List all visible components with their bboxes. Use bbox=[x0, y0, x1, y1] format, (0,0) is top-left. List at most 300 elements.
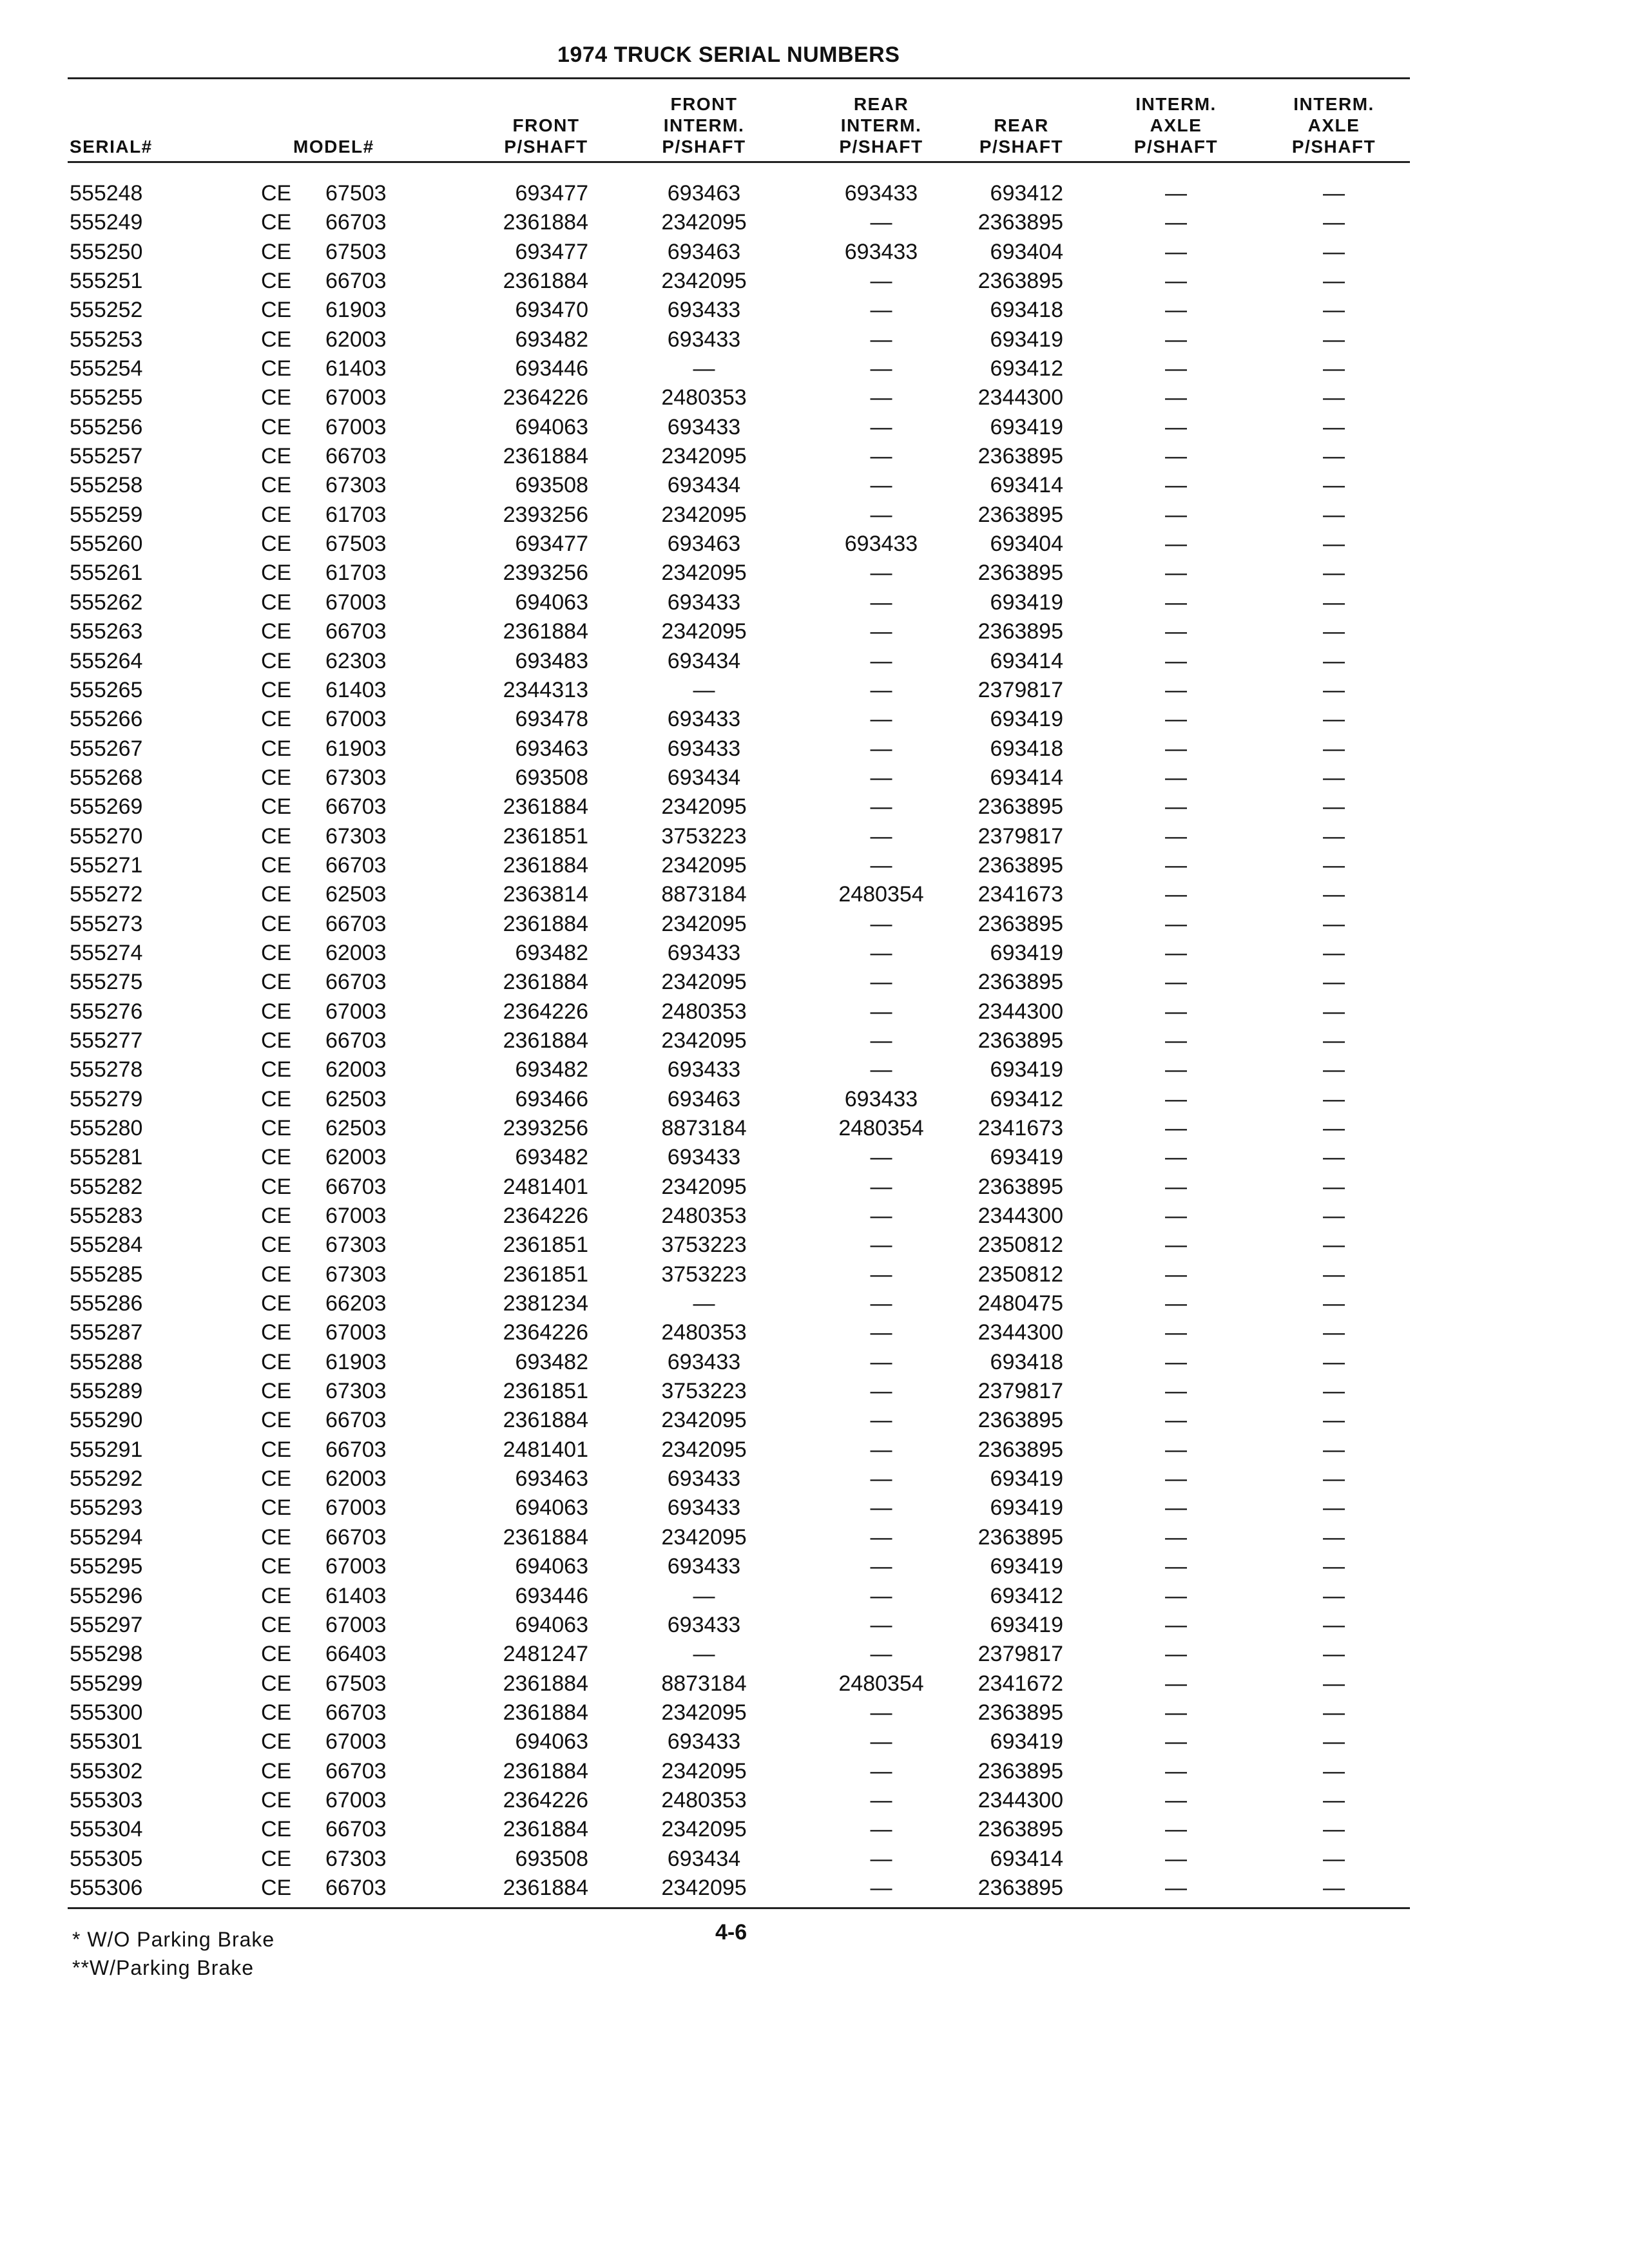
serial-cell: 555250 bbox=[70, 239, 143, 264]
front-interm-pshaft-cell: 2342095 bbox=[661, 1408, 747, 1433]
rear-pshaft-cell: 2363895 bbox=[978, 911, 1063, 936]
rear-pshaft-cell: 693419 bbox=[990, 1729, 1063, 1754]
interm-axle-pshaft-1-cell: — bbox=[1165, 1583, 1187, 1608]
front-interm-pshaft-cell: 693463 bbox=[667, 239, 741, 264]
front-interm-pshaft-cell: 693463 bbox=[667, 181, 741, 206]
model-prefix-cell: CE bbox=[261, 648, 292, 673]
rear-interm-pshaft-cell: — bbox=[870, 852, 892, 878]
front-pshaft-cell: 693508 bbox=[515, 765, 588, 790]
model-prefix-cell: CE bbox=[261, 999, 292, 1024]
rear-pshaft-cell: 2344300 bbox=[978, 1320, 1063, 1345]
serial-cell: 555253 bbox=[70, 327, 143, 352]
front-pshaft-cell: 2361884 bbox=[503, 1758, 588, 1783]
interm-axle-pshaft-2-cell: — bbox=[1323, 1758, 1345, 1783]
serial-cell: 555254 bbox=[70, 356, 143, 381]
rear-interm-pshaft-cell: — bbox=[870, 1758, 892, 1783]
table-row bbox=[0, 647, 1629, 676]
front-interm-pshaft-cell: 2342095 bbox=[661, 561, 747, 586]
rear-pshaft-cell: 2363895 bbox=[978, 1437, 1063, 1462]
front-pshaft-cell: 2361884 bbox=[503, 1028, 588, 1053]
model-number-cell: 66703 bbox=[325, 444, 387, 469]
model-number-cell: 66403 bbox=[325, 1642, 387, 1667]
interm-axle-pshaft-2-cell: — bbox=[1323, 940, 1345, 965]
header-line: REAR bbox=[994, 115, 1049, 135]
table-row bbox=[0, 793, 1629, 822]
rear-interm-pshaft-cell: 2480354 bbox=[838, 1116, 924, 1140]
serial-cell: 555277 bbox=[70, 1028, 143, 1053]
rear-pshaft-cell: 693419 bbox=[990, 707, 1063, 732]
table-row bbox=[0, 238, 1629, 267]
front-pshaft-cell: 693482 bbox=[515, 1057, 588, 1082]
table-row bbox=[0, 1436, 1629, 1465]
header-model-label: MODEL# bbox=[293, 137, 374, 157]
model-prefix-cell: CE bbox=[261, 1612, 292, 1637]
model-number-cell: 61703 bbox=[325, 502, 387, 527]
interm-axle-pshaft-2-cell: — bbox=[1323, 677, 1345, 702]
table-row bbox=[0, 1669, 1629, 1698]
rear-interm-pshaft-cell: — bbox=[870, 970, 892, 995]
table-row bbox=[0, 1611, 1629, 1640]
model-number-cell: 62003 bbox=[325, 327, 387, 352]
interm-axle-pshaft-1-cell: — bbox=[1165, 677, 1187, 702]
interm-axle-pshaft-1-cell: — bbox=[1165, 327, 1187, 352]
model-number-cell: 67003 bbox=[325, 707, 387, 732]
table-row bbox=[0, 880, 1629, 909]
rear-pshaft-cell: 2363895 bbox=[978, 561, 1063, 586]
table-row bbox=[0, 588, 1629, 617]
front-interm-pshaft-cell: 693433 bbox=[667, 1466, 741, 1492]
rear-pshaft-cell: 693412 bbox=[990, 356, 1063, 381]
model-number-cell: 67503 bbox=[325, 532, 387, 557]
front-pshaft-cell: 2481401 bbox=[503, 1437, 588, 1462]
serial-cell: 555293 bbox=[70, 1495, 143, 1521]
front-interm-pshaft-cell: 2342095 bbox=[661, 1524, 747, 1550]
rear-pshaft-cell: 2363895 bbox=[978, 1028, 1063, 1053]
table-row bbox=[0, 676, 1629, 705]
table-row bbox=[0, 1815, 1629, 1844]
rear-interm-pshaft-cell: — bbox=[870, 1379, 892, 1404]
front-pshaft-cell: 693446 bbox=[515, 1583, 588, 1608]
header-line: INTERM. bbox=[1293, 94, 1374, 114]
interm-axle-pshaft-2-cell: — bbox=[1323, 1349, 1345, 1374]
table-row bbox=[0, 1494, 1629, 1523]
interm-axle-pshaft-2-cell: — bbox=[1323, 1466, 1345, 1492]
front-pshaft-cell: 2361884 bbox=[503, 1875, 588, 1900]
model-prefix-cell: CE bbox=[261, 940, 292, 965]
rear-pshaft-cell: 2363895 bbox=[978, 269, 1063, 294]
interm-axle-pshaft-1-cell: — bbox=[1165, 1554, 1187, 1579]
interm-axle-pshaft-2-cell: — bbox=[1323, 736, 1345, 761]
model-number-cell: 66703 bbox=[325, 1758, 387, 1783]
rear-interm-pshaft-cell: — bbox=[870, 590, 892, 615]
table-row bbox=[0, 968, 1629, 997]
model-number-cell: 66703 bbox=[325, 911, 387, 936]
interm-axle-pshaft-1-cell: — bbox=[1165, 1612, 1187, 1637]
rear-pshaft-cell: 2480475 bbox=[978, 1291, 1063, 1316]
model-number-cell: 66703 bbox=[325, 269, 387, 294]
table-row bbox=[0, 1786, 1629, 1815]
model-number-cell: 67003 bbox=[325, 1787, 387, 1812]
interm-axle-pshaft-1-cell: — bbox=[1165, 532, 1187, 557]
interm-axle-pshaft-1-cell: — bbox=[1165, 736, 1187, 761]
front-interm-pshaft-cell: 2342095 bbox=[661, 444, 747, 469]
header-line: P/SHAFT bbox=[662, 137, 746, 157]
rear-interm-pshaft-cell: — bbox=[870, 1612, 892, 1637]
model-number-cell: 67003 bbox=[325, 1320, 387, 1345]
rear-interm-pshaft-cell: — bbox=[870, 823, 892, 849]
front-interm-pshaft-cell: 2342095 bbox=[661, 970, 747, 995]
rear-interm-pshaft-cell: 693433 bbox=[844, 1086, 918, 1111]
interm-axle-pshaft-1-cell: — bbox=[1165, 1524, 1187, 1550]
rear-pshaft-cell: 693414 bbox=[990, 473, 1063, 498]
model-prefix-cell: CE bbox=[261, 765, 292, 790]
model-prefix-cell: CE bbox=[261, 1729, 292, 1754]
rear-pshaft-cell: 2363895 bbox=[978, 1700, 1063, 1725]
interm-axle-pshaft-2-cell: — bbox=[1323, 1787, 1345, 1812]
interm-axle-pshaft-2-cell: — bbox=[1323, 765, 1345, 790]
front-interm-pshaft-cell: 2480353 bbox=[661, 1787, 747, 1812]
front-interm-pshaft-cell: 693433 bbox=[667, 1495, 741, 1521]
serial-cell: 555285 bbox=[70, 1262, 143, 1287]
front-interm-pshaft-cell: 3753223 bbox=[661, 1379, 747, 1404]
serial-cell: 555297 bbox=[70, 1612, 143, 1637]
model-prefix-cell: CE bbox=[261, 269, 292, 294]
interm-axle-pshaft-1-cell: — bbox=[1165, 385, 1187, 410]
table-row bbox=[0, 1085, 1629, 1114]
front-interm-pshaft-cell: 2480353 bbox=[661, 1320, 747, 1345]
bottom-rule bbox=[68, 1907, 1410, 1909]
interm-axle-pshaft-1-cell: — bbox=[1165, 1057, 1187, 1082]
serial-cell: 555264 bbox=[70, 648, 143, 673]
serial-cell: 555274 bbox=[70, 940, 143, 965]
front-pshaft-cell: 693446 bbox=[515, 356, 588, 381]
model-prefix-cell: CE bbox=[261, 385, 292, 410]
model-prefix-cell: CE bbox=[261, 852, 292, 878]
model-number-cell: 67503 bbox=[325, 181, 387, 206]
model-number-cell: 67303 bbox=[325, 765, 387, 790]
rear-pshaft-cell: 2379817 bbox=[978, 1379, 1063, 1404]
front-pshaft-cell: 2393256 bbox=[503, 502, 588, 527]
interm-axle-pshaft-2-cell: — bbox=[1323, 970, 1345, 995]
interm-axle-pshaft-2-cell: — bbox=[1323, 1145, 1345, 1170]
table-row bbox=[0, 851, 1629, 880]
serial-cell: 555286 bbox=[70, 1291, 143, 1316]
model-prefix-cell: CE bbox=[261, 1379, 292, 1404]
rear-pshaft-cell: 2363895 bbox=[978, 1875, 1063, 1900]
interm-axle-pshaft-1-cell: — bbox=[1165, 181, 1187, 206]
model-prefix-cell: CE bbox=[261, 1174, 292, 1199]
model-prefix-cell: CE bbox=[261, 1349, 292, 1374]
interm-axle-pshaft-1-cell: — bbox=[1165, 1320, 1187, 1345]
rear-pshaft-cell: 693419 bbox=[990, 1554, 1063, 1579]
interm-axle-pshaft-1-cell: — bbox=[1165, 1174, 1187, 1199]
model-prefix-cell: CE bbox=[261, 1671, 292, 1696]
rear-pshaft-cell: 2379817 bbox=[978, 677, 1063, 702]
serial-cell: 555258 bbox=[70, 473, 143, 498]
front-interm-pshaft-cell: 693433 bbox=[667, 590, 741, 615]
table-row bbox=[0, 325, 1629, 354]
front-pshaft-cell: 2361884 bbox=[503, 911, 588, 936]
model-number-cell: 66703 bbox=[325, 1700, 387, 1725]
rear-pshaft-cell: 2344300 bbox=[978, 999, 1063, 1024]
model-number-cell: 67003 bbox=[325, 1204, 387, 1229]
front-pshaft-cell: 693508 bbox=[515, 473, 588, 498]
front-interm-pshaft-cell: 693433 bbox=[667, 327, 741, 352]
interm-axle-pshaft-1-cell: — bbox=[1165, 1349, 1187, 1374]
table-row bbox=[0, 1348, 1629, 1377]
rear-interm-pshaft-cell: — bbox=[870, 1408, 892, 1433]
rear-interm-pshaft-cell: — bbox=[870, 1642, 892, 1667]
rear-interm-pshaft-cell: — bbox=[870, 1729, 892, 1754]
serial-cell: 555255 bbox=[70, 385, 143, 410]
rear-pshaft-cell: 2344300 bbox=[978, 385, 1063, 410]
table-row bbox=[0, 1260, 1629, 1289]
rear-pshaft-cell: 693412 bbox=[990, 1583, 1063, 1608]
table-row bbox=[0, 1874, 1629, 1903]
front-interm-pshaft-cell: 8873184 bbox=[661, 1671, 747, 1696]
interm-axle-pshaft-1-cell: — bbox=[1165, 269, 1187, 294]
table-row bbox=[0, 997, 1629, 1026]
serial-cell: 555269 bbox=[70, 794, 143, 820]
model-prefix-cell: CE bbox=[261, 1466, 292, 1492]
rear-pshaft-cell: 2341673 bbox=[978, 1116, 1063, 1140]
rear-pshaft-cell: 2341673 bbox=[978, 882, 1063, 907]
rear-interm-pshaft-cell: — bbox=[870, 561, 892, 586]
model-number-cell: 61403 bbox=[325, 356, 387, 381]
serial-cell: 555272 bbox=[70, 882, 143, 907]
model-prefix-cell: CE bbox=[261, 1495, 292, 1521]
front-interm-pshaft-cell: 3753223 bbox=[661, 823, 747, 849]
front-pshaft-cell: 2361851 bbox=[503, 1233, 588, 1258]
model-prefix-cell: CE bbox=[261, 1437, 292, 1462]
interm-axle-pshaft-1-cell: — bbox=[1165, 561, 1187, 586]
model-number-cell: 61903 bbox=[325, 736, 387, 761]
front-interm-pshaft-cell: 693434 bbox=[667, 765, 741, 790]
interm-axle-pshaft-2-cell: — bbox=[1323, 823, 1345, 849]
front-interm-pshaft-cell: — bbox=[693, 356, 715, 381]
front-pshaft-cell: 2361884 bbox=[503, 210, 588, 235]
model-prefix-cell: CE bbox=[261, 1408, 292, 1433]
table-row bbox=[0, 822, 1629, 851]
rear-pshaft-cell: 2363895 bbox=[978, 444, 1063, 469]
model-number-cell: 67303 bbox=[325, 1379, 387, 1404]
model-number-cell: 67303 bbox=[325, 473, 387, 498]
interm-axle-pshaft-1-cell: — bbox=[1165, 1145, 1187, 1170]
interm-axle-pshaft-2-cell: — bbox=[1323, 444, 1345, 469]
rear-pshaft-cell: 693418 bbox=[990, 736, 1063, 761]
interm-axle-pshaft-1-cell: — bbox=[1165, 502, 1187, 527]
model-prefix-cell: CE bbox=[261, 1583, 292, 1608]
serial-cell: 555249 bbox=[70, 210, 143, 235]
interm-axle-pshaft-1-cell: — bbox=[1165, 940, 1187, 965]
rear-interm-pshaft-cell: — bbox=[870, 269, 892, 294]
rear-interm-pshaft-cell: 693433 bbox=[844, 239, 918, 264]
serial-cell: 555304 bbox=[70, 1817, 143, 1842]
rear-pshaft-cell: 693419 bbox=[990, 940, 1063, 965]
table-row bbox=[0, 413, 1629, 442]
serial-cell: 555259 bbox=[70, 502, 143, 527]
interm-axle-pshaft-2-cell: — bbox=[1323, 882, 1345, 907]
table-row bbox=[0, 1173, 1629, 1202]
rear-pshaft-cell: 2379817 bbox=[978, 1642, 1063, 1667]
table-row bbox=[0, 559, 1629, 588]
serial-cell: 555306 bbox=[70, 1875, 143, 1900]
front-pshaft-cell: 2364226 bbox=[503, 999, 588, 1024]
interm-axle-pshaft-2-cell: — bbox=[1323, 1846, 1345, 1871]
model-prefix-cell: CE bbox=[261, 1875, 292, 1900]
rear-interm-pshaft-cell: — bbox=[870, 1787, 892, 1812]
model-prefix-cell: CE bbox=[261, 882, 292, 907]
front-interm-pshaft-cell: — bbox=[693, 1291, 715, 1316]
table-row bbox=[0, 1318, 1629, 1347]
front-pshaft-cell: 693482 bbox=[515, 1349, 588, 1374]
model-number-cell: 62003 bbox=[325, 940, 387, 965]
serial-cell: 555278 bbox=[70, 1057, 143, 1082]
serial-cell: 555305 bbox=[70, 1846, 143, 1871]
model-number-cell: 66703 bbox=[325, 1408, 387, 1433]
rear-pshaft-cell: 693419 bbox=[990, 1466, 1063, 1492]
interm-axle-pshaft-2-cell: — bbox=[1323, 181, 1345, 206]
header-line: P/SHAFT bbox=[1291, 137, 1376, 157]
model-number-cell: 67003 bbox=[325, 1495, 387, 1521]
table-row bbox=[0, 910, 1629, 939]
front-pshaft-cell: 2361884 bbox=[503, 794, 588, 820]
front-interm-pshaft-cell: 693433 bbox=[667, 1145, 741, 1170]
interm-axle-pshaft-2-cell: — bbox=[1323, 999, 1345, 1024]
front-interm-pshaft-cell: 693463 bbox=[667, 532, 741, 557]
header-line: INTERM. bbox=[840, 115, 922, 135]
rear-interm-pshaft-cell: — bbox=[870, 940, 892, 965]
interm-axle-pshaft-1-cell: — bbox=[1165, 1787, 1187, 1812]
interm-axle-pshaft-1-cell: — bbox=[1165, 239, 1187, 264]
model-number-cell: 67303 bbox=[325, 1846, 387, 1871]
header-front-interm-pshaft bbox=[622, 85, 786, 157]
model-number-cell: 66703 bbox=[325, 1437, 387, 1462]
interm-axle-pshaft-2-cell: — bbox=[1323, 269, 1345, 294]
front-interm-pshaft-cell: 8873184 bbox=[661, 882, 747, 907]
model-prefix-cell: CE bbox=[261, 736, 292, 761]
serial-cell: 555292 bbox=[70, 1466, 143, 1492]
interm-axle-pshaft-1-cell: — bbox=[1165, 298, 1187, 323]
serial-cell: 555265 bbox=[70, 677, 143, 702]
model-prefix-cell: CE bbox=[261, 1524, 292, 1550]
model-number-cell: 67003 bbox=[325, 1554, 387, 1579]
rear-interm-pshaft-cell: — bbox=[870, 648, 892, 673]
model-number-cell: 62503 bbox=[325, 1116, 387, 1140]
interm-axle-pshaft-2-cell: — bbox=[1323, 356, 1345, 381]
model-number-cell: 66703 bbox=[325, 1028, 387, 1053]
serial-cell: 555256 bbox=[70, 414, 143, 439]
interm-axle-pshaft-2-cell: — bbox=[1323, 473, 1345, 498]
model-number-cell: 67003 bbox=[325, 590, 387, 615]
interm-axle-pshaft-2-cell: — bbox=[1323, 1554, 1345, 1579]
interm-axle-pshaft-2-cell: — bbox=[1323, 561, 1345, 586]
front-pshaft-cell: 693508 bbox=[515, 1846, 588, 1871]
table-row bbox=[0, 530, 1629, 559]
interm-axle-pshaft-2-cell: — bbox=[1323, 1291, 1345, 1316]
front-interm-pshaft-cell: 2480353 bbox=[661, 999, 747, 1024]
front-pshaft-cell: 693466 bbox=[515, 1086, 588, 1111]
model-number-cell: 61403 bbox=[325, 677, 387, 702]
rear-interm-pshaft-cell: 2480354 bbox=[838, 882, 924, 907]
serial-cell: 555288 bbox=[70, 1349, 143, 1374]
model-prefix-cell: CE bbox=[261, 181, 292, 206]
header-rear-interm-pshaft bbox=[799, 85, 963, 157]
model-number-cell: 67303 bbox=[325, 823, 387, 849]
rear-interm-pshaft-cell: — bbox=[870, 502, 892, 527]
model-number-cell: 62503 bbox=[325, 1086, 387, 1111]
rear-interm-pshaft-cell: — bbox=[870, 1262, 892, 1287]
interm-axle-pshaft-1-cell: — bbox=[1165, 1116, 1187, 1140]
table-row bbox=[0, 617, 1629, 646]
table-row bbox=[0, 1845, 1629, 1874]
header-rear-pshaft bbox=[954, 85, 1089, 157]
rear-pshaft-cell: 693419 bbox=[990, 1612, 1063, 1637]
interm-axle-pshaft-2-cell: — bbox=[1323, 648, 1345, 673]
interm-axle-pshaft-1-cell: — bbox=[1165, 1700, 1187, 1725]
rear-interm-pshaft-cell: — bbox=[870, 707, 892, 732]
front-interm-pshaft-cell: 693433 bbox=[667, 414, 741, 439]
table-row bbox=[0, 1727, 1629, 1756]
table-row bbox=[0, 1114, 1629, 1143]
rear-pshaft-cell: 693419 bbox=[990, 327, 1063, 352]
rear-pshaft-cell: 2363895 bbox=[978, 1408, 1063, 1433]
model-prefix-cell: CE bbox=[261, 239, 292, 264]
interm-axle-pshaft-1-cell: — bbox=[1165, 1028, 1187, 1053]
interm-axle-pshaft-2-cell: — bbox=[1323, 619, 1345, 644]
header-line: INTERM. bbox=[663, 115, 745, 135]
table-row bbox=[0, 442, 1629, 471]
interm-axle-pshaft-2-cell: — bbox=[1323, 852, 1345, 878]
rear-interm-pshaft-cell: — bbox=[870, 619, 892, 644]
interm-axle-pshaft-2-cell: — bbox=[1323, 1817, 1345, 1842]
rear-interm-pshaft-cell: — bbox=[870, 1495, 892, 1521]
rear-pshaft-cell: 2363895 bbox=[978, 1817, 1063, 1842]
rear-interm-pshaft-cell: — bbox=[870, 911, 892, 936]
interm-axle-pshaft-2-cell: — bbox=[1323, 1320, 1345, 1345]
model-number-cell: 62503 bbox=[325, 882, 387, 907]
rear-interm-pshaft-cell: — bbox=[870, 210, 892, 235]
table-row bbox=[0, 1289, 1629, 1318]
model-prefix-cell: CE bbox=[261, 532, 292, 557]
rear-interm-pshaft-cell: — bbox=[870, 999, 892, 1024]
rear-pshaft-cell: 2363895 bbox=[978, 1758, 1063, 1783]
rear-pshaft-cell: 693404 bbox=[990, 532, 1063, 557]
model-prefix-cell: CE bbox=[261, 794, 292, 820]
front-interm-pshaft-cell: 693433 bbox=[667, 1729, 741, 1754]
rear-pshaft-cell: 2363895 bbox=[978, 210, 1063, 235]
front-pshaft-cell: 693478 bbox=[515, 707, 588, 732]
serial-cell: 555252 bbox=[70, 298, 143, 323]
front-interm-pshaft-cell: 693433 bbox=[667, 707, 741, 732]
front-pshaft-cell: 693482 bbox=[515, 327, 588, 352]
table-row bbox=[0, 501, 1629, 530]
front-pshaft-cell: 693463 bbox=[515, 1466, 588, 1492]
interm-axle-pshaft-2-cell: — bbox=[1323, 1437, 1345, 1462]
interm-axle-pshaft-2-cell: — bbox=[1323, 1204, 1345, 1229]
front-pshaft-cell: 2344313 bbox=[503, 677, 588, 702]
header-rule bbox=[68, 161, 1410, 163]
rear-pshaft-cell: 693414 bbox=[990, 648, 1063, 673]
model-number-cell: 66703 bbox=[325, 619, 387, 644]
front-interm-pshaft-cell: — bbox=[693, 677, 715, 702]
interm-axle-pshaft-1-cell: — bbox=[1165, 414, 1187, 439]
table-row bbox=[0, 1231, 1629, 1260]
rear-interm-pshaft-cell: — bbox=[870, 1466, 892, 1492]
front-interm-pshaft-cell: 2342095 bbox=[661, 210, 747, 235]
rear-pshaft-cell: 2350812 bbox=[978, 1233, 1063, 1258]
interm-axle-pshaft-2-cell: — bbox=[1323, 707, 1345, 732]
